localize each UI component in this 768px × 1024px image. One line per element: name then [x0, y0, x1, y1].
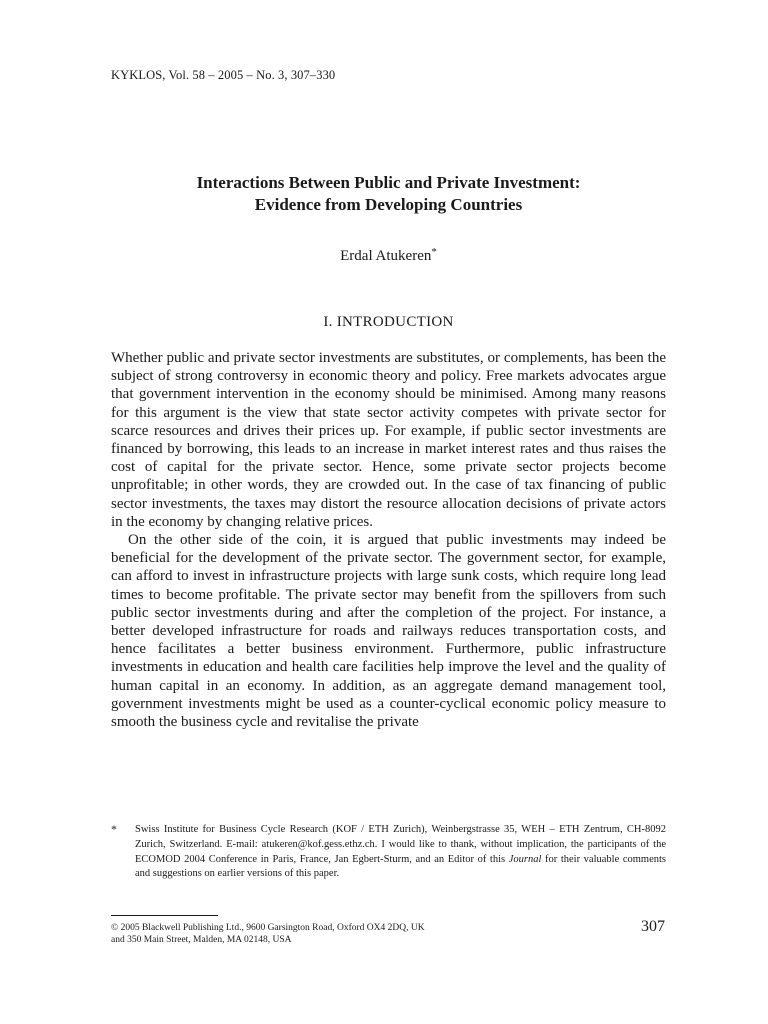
- copyright-line-2: and 350 Main Street, Malden, MA 02148, USA: [111, 935, 292, 945]
- author-footnote-mark: *: [431, 246, 437, 258]
- journal-reference: KYKLOS, Vol. 58 – 2005 – No. 3, 307–330: [111, 68, 336, 82]
- footnote-mark: *: [111, 822, 117, 836]
- author-name: Erdal Atukeren: [340, 248, 432, 264]
- author-line: [111, 248, 666, 265]
- section-heading: I. INTRODUCTION: [323, 314, 454, 330]
- body-text: [111, 349, 666, 731]
- copyright-line-1: © 2005 Blackwell Publishing Ltd., 9600 Garsington Road, Oxford OX4 2DQ, UK: [111, 923, 425, 933]
- footnote-text-main: Swiss Institute for Business Cycle Research (KOF / ETH Zurich), Weinbergstrasse 35, WEH – ETH Zentrum, CH-8092 Zurich, Switzerland. E-mail: atukeren@kof.gess.ethz.ch. I would like to thank, without implication, the participants of the ECOMOD 2004 Conference in Paris, France, Jan Egbert-Sturm, and an Editor of this: [135, 824, 666, 865]
- article-title-line-2: Evidence from Developing Countries: [254, 195, 523, 214]
- copyright-notice: [111, 922, 531, 946]
- footnote-text-end: for their valuable comments and suggestions on earlier versions of this paper.: [135, 853, 666, 880]
- page-number: 307: [641, 918, 665, 935]
- article-title-line-1: Interactions Between Public and Private Investment:: [196, 173, 581, 192]
- footer-rule: [111, 915, 218, 916]
- footnote: [111, 823, 666, 882]
- footnote-text: [135, 823, 666, 882]
- article-title: [111, 172, 666, 216]
- paragraph-1: Whether public and private sector investments are substitutes, or complements, has been the subject of strong controversy in economic theory and policy. Free markets advocates argue that government intervention in the economy should be minimised. Among many reasons for this argument is the view that state sector activity competes with private sector for scarce resources and drives their prices up. For example, if public sector investments are financed by borrowing, this leads to an increase in market interest rates and thus raises the cost of capital for the private sector. Hence, some private sector projects become unprofitable; in other words, they are crowded out. In the case of tax financing of public sector investments, the taxes may distort the resource allocation decisions of private actors in the economy by changing relative prices.: [111, 350, 666, 530]
- footnote-journal-italic: Journal: [508, 853, 542, 865]
- paragraph-2: On the other side of the coin, it is argued that public investments may indeed be beneficial for the development of the private sector. The government sector, for example, can afford to invest in infrastructure projects with large sunk costs, which require long lead times to become profitable. The private sector may benefit from the spillovers from such public sector investments during and after the completion of the project. For instance, a better developed infrastructure for roads and railways reduces transportation costs, and hence facilitates a better business environment. Furthermore, public infrastructure investments in education and health care facilities help improve the level and the quality of human capital in an economy. In addition, as an aggregate demand management tool, government investments might be used as a counter-cyclical economic policy measure to smooth the business cycle and revitalise the private: [111, 532, 666, 731]
